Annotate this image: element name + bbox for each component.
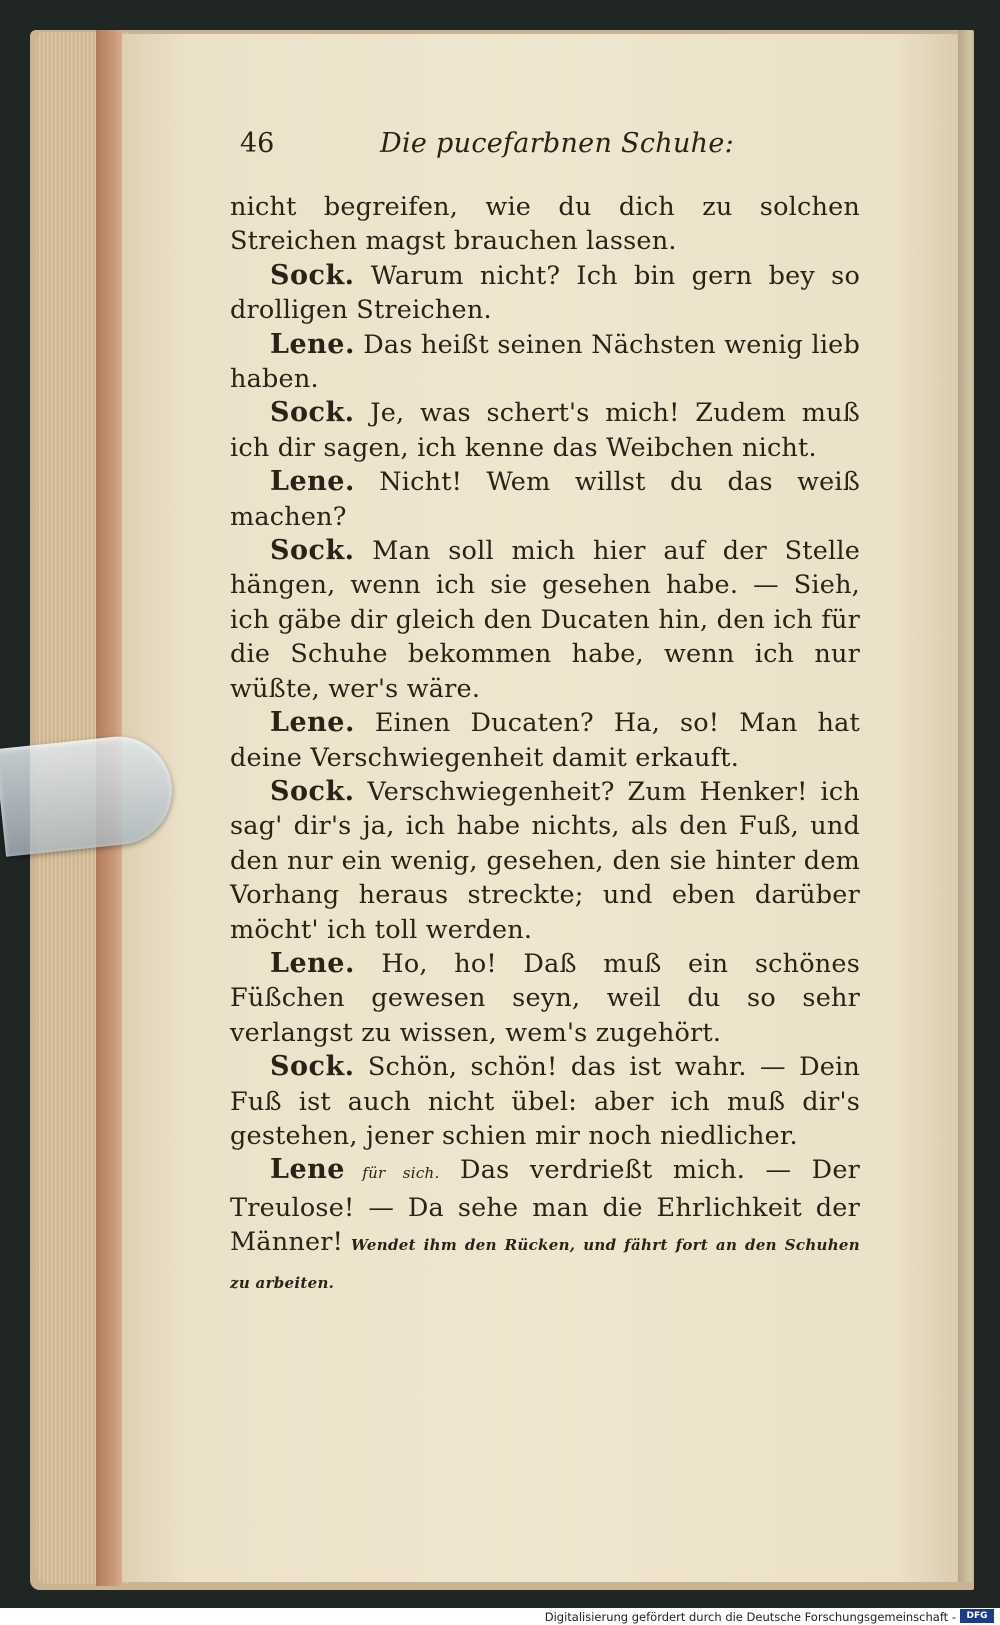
speaker-name: Lene. [270, 947, 355, 979]
speaker-name: Sock. [270, 535, 355, 567]
digitization-credit: Digitalisierung gefördert durch die Deutsche Forschungsgemeinschaft - [544, 1610, 956, 1624]
speaker-name: Lene. [270, 328, 355, 360]
speaker-name: Lene. [270, 466, 355, 498]
body-text [230, 190, 860, 1300]
dialogue-text: Das heißt seinen Nächsten wenig lieb haben. [230, 329, 860, 395]
dialogue-5 [230, 534, 860, 706]
next-page-edge [958, 30, 972, 1582]
speaker-name: Lene. [270, 707, 355, 739]
dialogue-text: Einen Ducaten? Ha, so! Man hat deine Verschwiegenheit damit erkauft. [230, 708, 860, 773]
dialogue-text: Schön, schön! das ist wahr. — Dein Fuß ist auch nicht übel: aber ich muß dir's gestehen, jener schien mir noch niedlicher. [230, 1052, 860, 1151]
dialogue-3 [230, 396, 860, 465]
dialogue-7 [230, 775, 860, 947]
speaker-name: Sock. [270, 775, 355, 807]
dialogue-text: Je, was schert's mich! Zudem muß ich dir sagen, ich kenne das Weibchen nicht. [230, 398, 860, 463]
speaker-name: Sock. [270, 397, 355, 429]
speaker-name: Sock. [270, 1051, 355, 1083]
dialogue-2 [230, 328, 860, 397]
dialogue-4 [230, 465, 860, 534]
dialogue-text: Warum nicht? Ich bin gern bey so drolligen Streichen. [230, 260, 860, 326]
dialogue-1 [230, 259, 860, 328]
dialogue-6 [230, 706, 860, 775]
dialogue-8 [230, 947, 860, 1050]
text-line-0: nicht begreifen, wie du dich zu solchen Streichen magst brauchen lassen. [230, 192, 860, 257]
dialogue-10 [230, 1153, 860, 1300]
dialogue-text: Ho, ho! Daß muß ein schönes Füßchen gewesen seyn, weil du so sehr verlangst zu wissen, wem's zugehört. [230, 948, 860, 1048]
speaker-name: Sock. [270, 259, 355, 291]
stage-direction-inline: für sich. [344, 1164, 440, 1183]
speaker-name: Lene [270, 1154, 345, 1186]
page-number: 46 [240, 128, 275, 159]
running-head: Die pucefarbnen Schuhe: [380, 128, 734, 159]
dialogue-text: Verschwiegenheit? Zum Henker! ich sag' dir's ja, ich habe nichts, als den Fuß, und den nur ein wenig, gesehen, den sie hinter dem Vorhang heraus streckte; und eben darüber möcht' ich toll werden. [230, 776, 860, 945]
dialogue-9 [230, 1050, 860, 1153]
dialogue-text: Das verdrießt mich. — Der Treulose! — Da sehe man die Ehrlichkeit der Männer! [230, 1155, 860, 1258]
dialogue-text: Nicht! Wem willst du das weiß machen? [230, 467, 860, 532]
dialogue-text: Man soll mich hier auf der Stelle hängen, wenn ich sie gesehen habe. — Sieh, ich gäbe dir gleich den Ducaten hin, den ich für die Schuhe bekommen habe, wenn ich nur wüßte, wer's wäre. [230, 536, 860, 704]
page-header [230, 128, 860, 168]
dfg-logo-icon: DFG [960, 1609, 994, 1623]
stage-direction: Wendet ihm den Rücken, und fährt fort an den Schuhen zu arbeiten. [230, 1236, 860, 1292]
page-text-area [230, 128, 860, 1300]
